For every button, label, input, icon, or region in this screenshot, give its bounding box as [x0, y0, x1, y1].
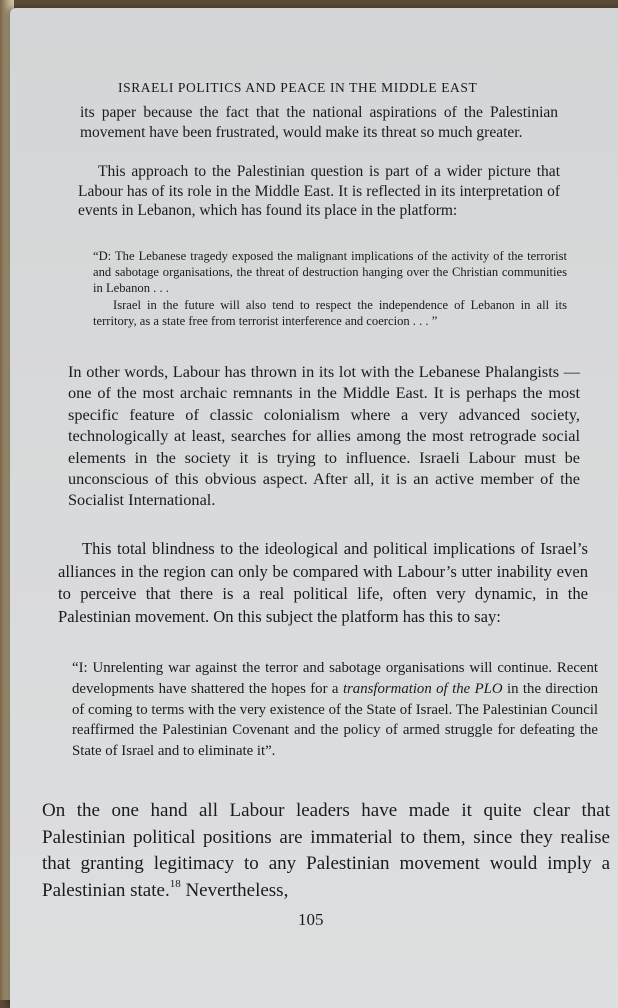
footnote-marker[interactable]: 18	[169, 877, 181, 890]
paragraph-legitimacy	[42, 798, 610, 904]
paragraph-continuation: its paper because the fact that the national aspirations of the Palestinian movement have been frustrated, would make its threat so much greater.	[80, 104, 558, 141]
quote-plo-post: in the direction of coming to terms with the very existence of the State of Israel. The Palestinian Council reaffirmed the Palestinian Covenant and the policy of armed struggle for defeating the State of Israel and to eliminate it”.	[72, 680, 599, 760]
quote-lebanon-part-2: Israel in the future will also tend to respect the independence of Lebanon in all its territory, as a state free from terrorist interference and coercion . . . ”	[93, 297, 567, 328]
paragraph-labour-approach: This approach to the Palestinian question is part of a wider picture that Labour has of its role in the Middle East. It is reflected in its interpretation of events in Lebanon, which has found its place in the platform:	[78, 163, 560, 220]
paragraph-phalangists: In other words, Labour has thrown in its lot with the Lebanese Phalangists — one of the most archaic remnants in the Middle East. It is perhaps the most specific feature of classic colonialism where a very advanced society, technologically at least, searches for allies among the most retrograde social elements in the society it is trying to influence. Israeli Labour must be unconscious of this obvious aspect. After all, it is an active member of the Socialist International.	[68, 362, 580, 510]
paragraph-blindness: This total blindness to the ideological and political implications of Israel’s alliances in the region can only be compared with Labour’s utter inability even to perceive that there is a real political life, often very dynamic, in the Palestinian movement. On this subject the platform has this to say:	[58, 539, 588, 626]
legitimacy-continuation: Nevertheless,	[185, 879, 289, 901]
quote-lebanon-part-1: “D: The Lebanese tragedy exposed the malignant implications of the activity of the terrorist and sabotage organisations, the threat of destruction hanging over the Christian communities in Lebanon . . .	[93, 249, 567, 296]
block-quote-plo	[72, 658, 598, 762]
quote-plo-italic: transformation of the PLO	[342, 680, 503, 697]
block-quote-lebanon	[93, 248, 567, 329]
quote-plo-pre: “I: Unrelenting war against the terror and sabotage organisations will continue. Recent developments have shattered the hopes for a	[72, 660, 598, 697]
page-number: 105	[298, 910, 324, 929]
running-header: ISRAELI POLITICS AND PEACE IN THE MIDDLE EAST	[118, 80, 478, 95]
legitimacy-text: On the one hand all Labour leaders have made it quite clear that Palestinian political positions are immaterial to them, since they realise that granting legitimacy to any Palestinian movement would imply a Palestinian state.	[42, 800, 610, 901]
